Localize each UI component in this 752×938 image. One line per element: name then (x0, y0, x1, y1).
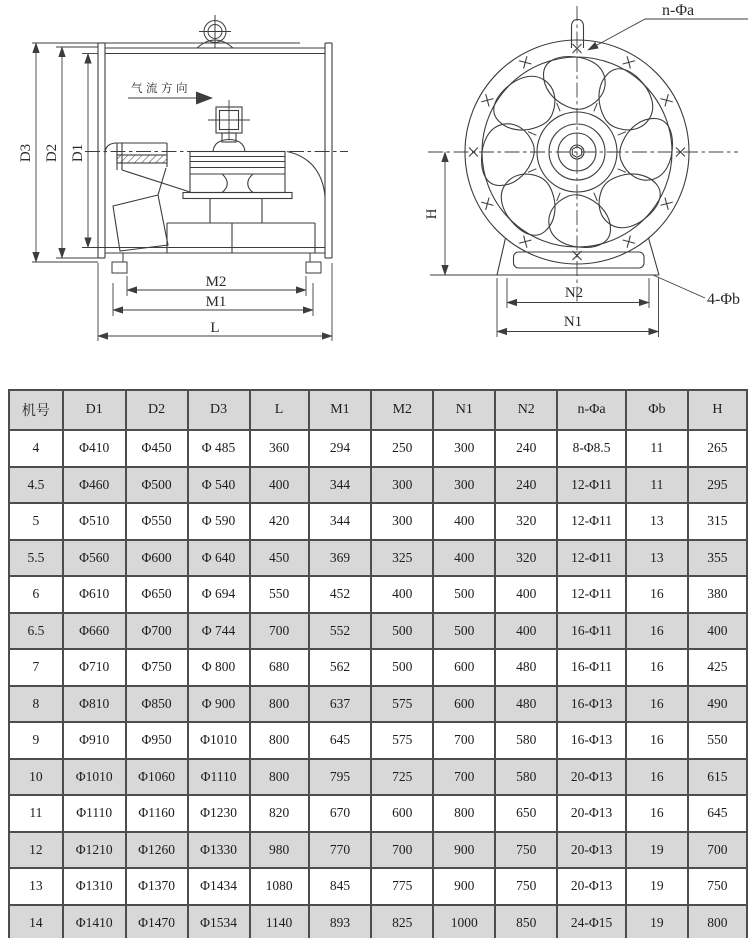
cell: 19 (626, 868, 688, 905)
column-header: D2 (126, 390, 188, 430)
table-row (9, 467, 747, 504)
cell: 575 (371, 722, 433, 759)
cell: 20-Φ13 (557, 868, 626, 905)
cell: 850 (495, 905, 557, 938)
cell: Φ 540 (188, 467, 250, 504)
cell: 19 (626, 832, 688, 869)
cell: 11 (626, 430, 688, 467)
h-dimension (430, 152, 497, 275)
cell: Φ 800 (188, 649, 250, 686)
cell: 500 (433, 613, 495, 650)
cell: Φ560 (63, 540, 126, 577)
cell: 7 (9, 649, 63, 686)
cell: 344 (309, 503, 372, 540)
dim-label-n2: N2 (564, 285, 584, 301)
cell: Φ1110 (188, 759, 250, 796)
cell: Φ660 (63, 613, 126, 650)
cell: Φ1410 (63, 905, 126, 938)
cell: 600 (433, 649, 495, 686)
cell: Φ460 (63, 467, 126, 504)
cell: 580 (495, 759, 557, 796)
table-row (9, 576, 747, 613)
cell: 355 (688, 540, 747, 577)
cell: 645 (688, 795, 747, 832)
cell: 800 (688, 905, 747, 938)
cell: Φ1310 (63, 868, 126, 905)
cell: 20-Φ13 (557, 795, 626, 832)
cell: 400 (688, 613, 747, 650)
foot-holes-label: 4-Φb (707, 291, 741, 308)
dim-label-d1: D1 (70, 143, 86, 163)
dim-label-h: H (424, 208, 440, 220)
cell: 295 (688, 467, 747, 504)
dim-label-d3: D3 (18, 143, 34, 163)
motor-assembly (183, 100, 292, 223)
technical-drawings (0, 0, 752, 375)
table-row (9, 868, 747, 905)
cell: 750 (495, 832, 557, 869)
cell: 325 (371, 540, 433, 577)
cell: 315 (688, 503, 747, 540)
cell: 680 (250, 649, 309, 686)
cell: 320 (495, 503, 557, 540)
cell: 480 (495, 649, 557, 686)
column-header: M2 (371, 390, 433, 430)
airflow-label: 气流方向 (131, 83, 191, 95)
column-header: L (250, 390, 309, 430)
column-header: N2 (495, 390, 557, 430)
cell: 380 (688, 576, 747, 613)
table-row (9, 722, 747, 759)
cell: 750 (495, 868, 557, 905)
cell: 1080 (250, 868, 309, 905)
cell: 750 (688, 868, 747, 905)
cell: 6.5 (9, 613, 63, 650)
cell: 300 (371, 467, 433, 504)
cell: 425 (688, 649, 747, 686)
cell: 700 (433, 722, 495, 759)
table-section (8, 389, 748, 938)
mounting-feet-side (112, 253, 321, 273)
table-row (9, 686, 747, 723)
cell: 16 (626, 722, 688, 759)
cell: 14 (9, 905, 63, 938)
cell: 16 (626, 576, 688, 613)
cell: 16-Φ13 (557, 686, 626, 723)
table-header-row (9, 390, 747, 430)
table-row (9, 613, 747, 650)
cell: Φ1010 (63, 759, 126, 796)
fan-casing (98, 43, 332, 258)
dim-label-n1: N1 (563, 314, 583, 330)
dim-label-d2: D2 (44, 143, 60, 163)
cell: Φ 900 (188, 686, 250, 723)
cell: 16-Φ11 (557, 649, 626, 686)
lifting-eye-front (572, 20, 584, 49)
cell: 20-Φ13 (557, 832, 626, 869)
table-row (9, 540, 747, 577)
cell: 344 (309, 467, 372, 504)
column-header: 机号 (9, 390, 63, 430)
cell: Φ1434 (188, 868, 250, 905)
cell: Φ 640 (188, 540, 250, 577)
cell: 1000 (433, 905, 495, 938)
cell: 552 (309, 613, 372, 650)
table-row (9, 905, 747, 938)
cell: 13 (9, 868, 63, 905)
cell: 452 (309, 576, 372, 613)
cell: Φ450 (126, 430, 188, 467)
cell: Φ410 (63, 430, 126, 467)
cell: 893 (309, 905, 372, 938)
cell: 9 (9, 722, 63, 759)
cell: Φ600 (126, 540, 188, 577)
cell: 19 (626, 905, 688, 938)
column-header: M1 (309, 390, 372, 430)
cell: 800 (250, 722, 309, 759)
cell: 4.5 (9, 467, 63, 504)
foot-holes-leader (653, 275, 705, 298)
cell: 294 (309, 430, 372, 467)
cell: 20-Φ13 (557, 759, 626, 796)
cell: Φ510 (63, 503, 126, 540)
cell: 5.5 (9, 540, 63, 577)
bolt-circle-label: n-Φa (662, 2, 695, 19)
column-header: N1 (433, 390, 495, 430)
cell: 5 (9, 503, 63, 540)
cell: Φ610 (63, 576, 126, 613)
cell: 16 (626, 686, 688, 723)
dim-label-l: L (210, 320, 220, 336)
cell: 800 (250, 759, 309, 796)
cell: 400 (371, 576, 433, 613)
cell: Φ 694 (188, 576, 250, 613)
cell: Φ1010 (188, 722, 250, 759)
table-row (9, 832, 747, 869)
column-header: Φb (626, 390, 688, 430)
cell: Φ1230 (188, 795, 250, 832)
cell: Φ700 (126, 613, 188, 650)
cell: 24-Φ15 (557, 905, 626, 938)
cell: Φ1470 (126, 905, 188, 938)
cell: 580 (495, 722, 557, 759)
cell: 240 (495, 430, 557, 467)
cell: Φ1260 (126, 832, 188, 869)
cell: Φ500 (126, 467, 188, 504)
cell: 16 (626, 613, 688, 650)
cell: Φ810 (63, 686, 126, 723)
cell: 825 (371, 905, 433, 938)
cell: 980 (250, 832, 309, 869)
column-header: D3 (188, 390, 250, 430)
cell: 450 (250, 540, 309, 577)
cell: 500 (433, 576, 495, 613)
cell: 4 (9, 430, 63, 467)
cell: 8-Φ8.5 (557, 430, 626, 467)
cell: Φ 590 (188, 503, 250, 540)
cell: 500 (371, 649, 433, 686)
cell: 775 (371, 868, 433, 905)
dimensions-table (8, 389, 748, 938)
cell: 16 (626, 759, 688, 796)
cell: Φ1370 (126, 868, 188, 905)
cell: 12 (9, 832, 63, 869)
dim-label-m1: M1 (205, 294, 227, 310)
cell: 12-Φ11 (557, 540, 626, 577)
cell: 369 (309, 540, 372, 577)
cell: 16 (626, 649, 688, 686)
cell: 700 (688, 832, 747, 869)
table-row (9, 430, 747, 467)
cell: Φ1160 (126, 795, 188, 832)
dim-label-m2: M2 (205, 274, 227, 290)
cell: Φ1210 (63, 832, 126, 869)
cell: 600 (371, 795, 433, 832)
cell: 12-Φ11 (557, 467, 626, 504)
cell: 16-Φ13 (557, 722, 626, 759)
cell: 795 (309, 759, 372, 796)
cell: 300 (433, 467, 495, 504)
cell: Φ710 (63, 649, 126, 686)
cell: 480 (495, 686, 557, 723)
cell: 420 (250, 503, 309, 540)
cell: Φ1060 (126, 759, 188, 796)
cell: 500 (371, 613, 433, 650)
cell: 700 (250, 613, 309, 650)
cell: Φ910 (63, 722, 126, 759)
cell: Φ650 (126, 576, 188, 613)
cell: 11 (626, 467, 688, 504)
cell: 645 (309, 722, 372, 759)
table-row (9, 649, 747, 686)
cell: Φ1534 (188, 905, 250, 938)
cell: 12-Φ11 (557, 576, 626, 613)
cell: 400 (495, 613, 557, 650)
cell: 800 (433, 795, 495, 832)
table-row (9, 759, 747, 796)
cell: 800 (250, 686, 309, 723)
cell: 13 (626, 540, 688, 577)
cell: Φ 485 (188, 430, 250, 467)
cell: 490 (688, 686, 747, 723)
table-body (9, 430, 747, 938)
cell: 11 (9, 795, 63, 832)
cell: 820 (250, 795, 309, 832)
cell: Φ950 (126, 722, 188, 759)
cell: 16-Φ11 (557, 613, 626, 650)
column-header: n-Φa (557, 390, 626, 430)
cell: 16 (626, 795, 688, 832)
cell: Φ850 (126, 686, 188, 723)
cell: Φ750 (126, 649, 188, 686)
cell: 300 (371, 503, 433, 540)
cell: 360 (250, 430, 309, 467)
cell: 670 (309, 795, 372, 832)
cell: 600 (433, 686, 495, 723)
cell: 725 (371, 759, 433, 796)
cell: 770 (309, 832, 372, 869)
cell: 900 (433, 832, 495, 869)
cell: 250 (371, 430, 433, 467)
column-header: H (688, 390, 747, 430)
cell: Φ1330 (188, 832, 250, 869)
cell: 320 (495, 540, 557, 577)
cell: 6 (9, 576, 63, 613)
cell: 562 (309, 649, 372, 686)
side-view-drawing (18, 15, 348, 341)
cell: Φ550 (126, 503, 188, 540)
cell: Φ 744 (188, 613, 250, 650)
cell: 8 (9, 686, 63, 723)
cell: 300 (433, 430, 495, 467)
cell: 400 (495, 576, 557, 613)
cell: 615 (688, 759, 747, 796)
cell: 700 (433, 759, 495, 796)
cell: 650 (495, 795, 557, 832)
cell: 240 (495, 467, 557, 504)
front-view-drawing (424, 2, 748, 337)
cell: Φ1110 (63, 795, 126, 832)
cell: 845 (309, 868, 372, 905)
cell: 637 (309, 686, 372, 723)
cell: 12-Φ11 (557, 503, 626, 540)
cell: 700 (371, 832, 433, 869)
cell: 550 (688, 722, 747, 759)
cell: 400 (433, 540, 495, 577)
column-header: D1 (63, 390, 126, 430)
cell: 900 (433, 868, 495, 905)
table-row (9, 795, 747, 832)
table-row (9, 503, 747, 540)
cell: 10 (9, 759, 63, 796)
cell: 13 (626, 503, 688, 540)
cell: 575 (371, 686, 433, 723)
cell: 550 (250, 576, 309, 613)
cell: 1140 (250, 905, 309, 938)
cell: 400 (433, 503, 495, 540)
cell: 265 (688, 430, 747, 467)
cell: 400 (250, 467, 309, 504)
